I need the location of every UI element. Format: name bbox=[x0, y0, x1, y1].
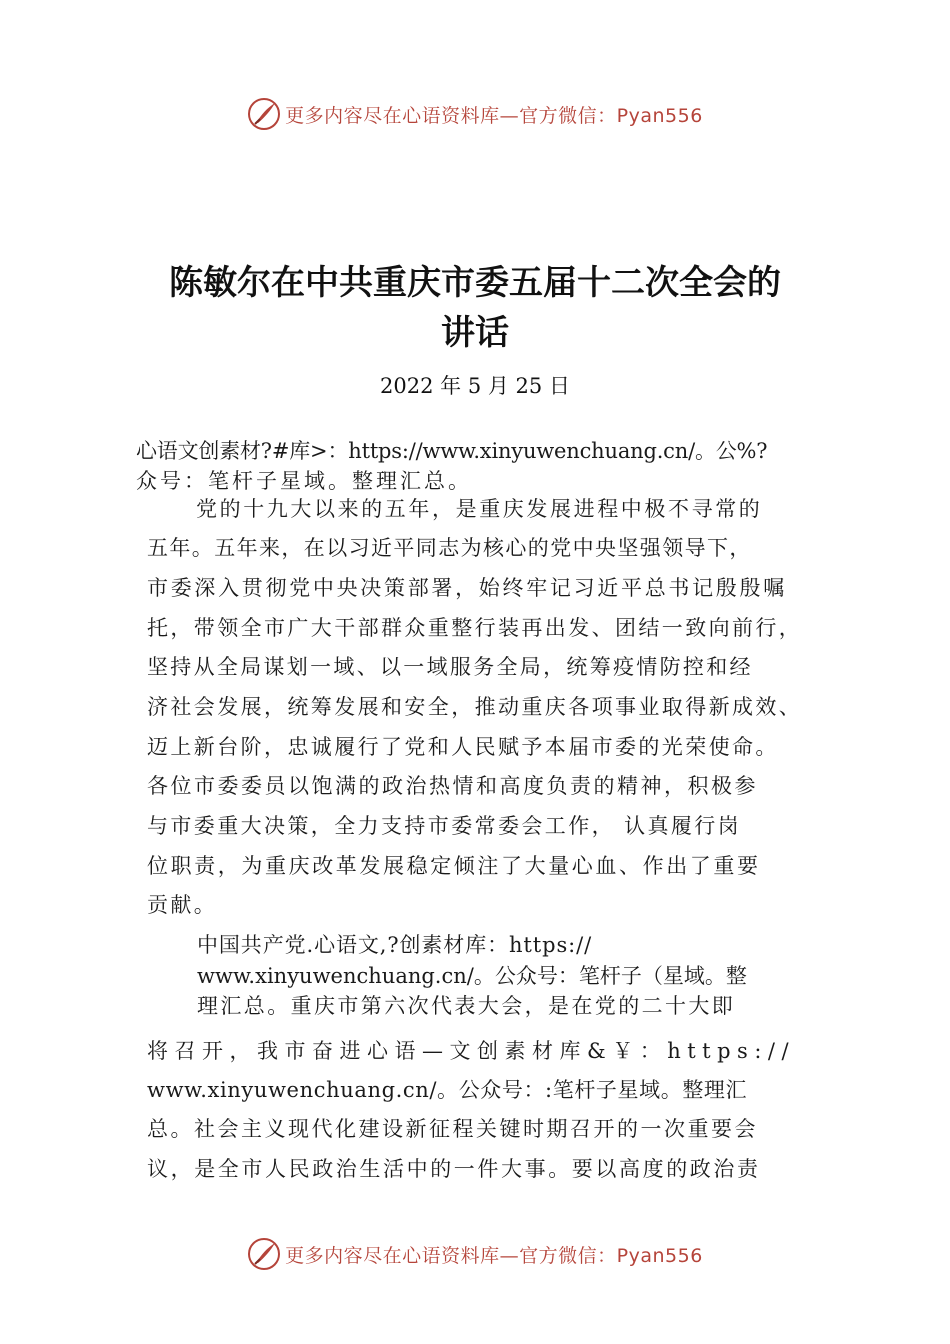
body-line-13: 贡献。 bbox=[147, 893, 218, 917]
body-line-6: 托，带领全市广大干部群众重整行装再出发、团结一致向前行， bbox=[147, 616, 803, 640]
title-line-1: 陈敏尔在中共重庆市委五届十二次全会的 bbox=[169, 263, 781, 303]
body-line-11: 与市委重大决策，全力支持市委常委会工作， 认真履行岗 bbox=[147, 814, 742, 838]
body-line-20: 议，是全市人民政治生活中的一件大事。要以高度的政治责 bbox=[147, 1157, 761, 1181]
footer-wechat-id: Pyan556 bbox=[616, 1244, 703, 1267]
body-line-3: 党的十九大以来的五年，是重庆发展进程中极不寻常的 bbox=[196, 497, 763, 521]
header-banner-text: 更多内容尽在心语资料库—官方微信：Pyan556 bbox=[285, 104, 703, 127]
body-line-10: 各位市委委员以饱满的政治热情和高度负责的精神，积极参 bbox=[147, 774, 758, 798]
title-line-2: 讲话 bbox=[441, 313, 509, 353]
body-line-2: 众号：笔杆子星域。整理汇总。 bbox=[136, 469, 472, 493]
body-line-7: 坚持从全局谋划一域、以一域服务全局，统筹疫情防控和经 bbox=[147, 655, 753, 679]
body-line-18: www.xinyuwenchuang.cn/。公众号：:笔杆子星域。整理汇 bbox=[147, 1078, 748, 1102]
page-title bbox=[0, 258, 950, 358]
document-date: 2022 年 5 月 25 日 bbox=[380, 374, 570, 398]
footer-banner-text: 更多内容尽在心语资料库—官方微信：Pyan556 bbox=[285, 1244, 703, 1267]
quill-logo-icon bbox=[247, 97, 281, 131]
body-line-1: 心语文创素材?#库>：https://www.xinyuwenchuang.cn/。公%? bbox=[136, 439, 768, 463]
body-line-5: 市委深入贯彻党中央决策部署，始终牢记习近平总书记殷殷嘱 bbox=[147, 576, 787, 600]
body-line-8: 济社会发展，统筹发展和安全，推动重庆各项事业取得新成效、 bbox=[147, 695, 803, 719]
body-line-9: 迈上新台阶，忠诚履行了党和人民赋予本届市委的光荣使命。 bbox=[147, 735, 779, 759]
body-line-15: www.xinyuwenchuang.cn/。公众号：笔杆子（星域。整 bbox=[197, 964, 747, 988]
body-line-4: 五年。五年来，在以习近平同志为核心的党中央坚强领导下， bbox=[147, 536, 752, 560]
body-line-12: 位职责，为重庆改革发展稳定倾注了大量心血、作出了重要 bbox=[147, 854, 761, 878]
body-line-14: 中国共产党.心语文,?创素材库：https:// bbox=[197, 933, 593, 957]
body-line-19: 总。社会主义现代化建设新征程关键时期召开的一次重要会 bbox=[147, 1117, 758, 1141]
quill-logo-icon bbox=[247, 1237, 281, 1271]
header-wechat-id: Pyan556 bbox=[616, 104, 703, 127]
header-banner bbox=[0, 94, 950, 134]
body-line-16: 理汇总。重庆市第六次代表大会，是在党的二十大即 bbox=[197, 994, 736, 1018]
body-line-17: 将召开，我市奋进心语—文创素材库&￥：https:// bbox=[147, 1039, 796, 1063]
footer-banner bbox=[0, 1234, 950, 1274]
